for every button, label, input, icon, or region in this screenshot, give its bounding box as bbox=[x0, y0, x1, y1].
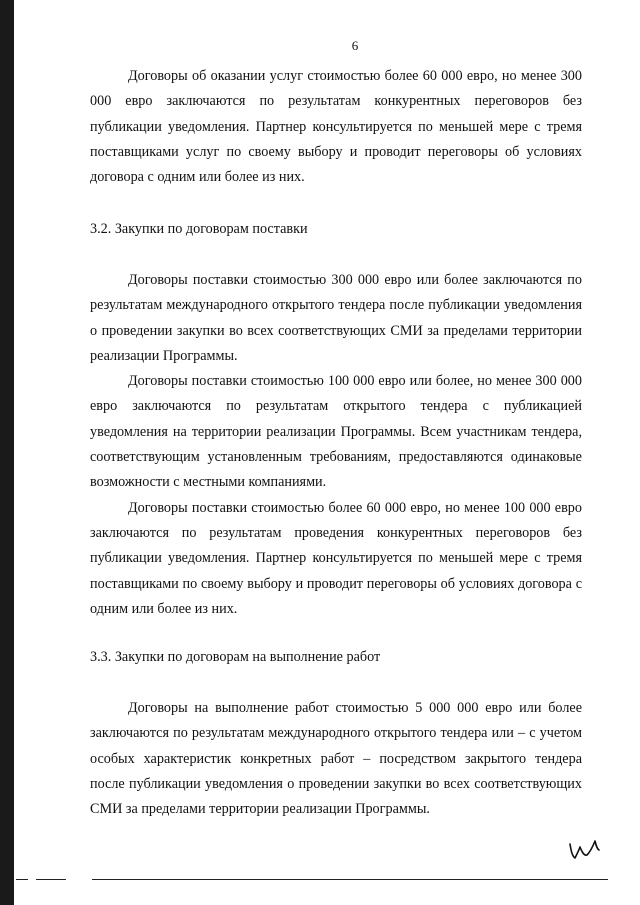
section-3-2-body bbox=[90, 268, 582, 622]
handwritten-initials bbox=[566, 836, 602, 864]
section-3-2-paragraph-2: Договоры поставки стоимостью 100 000 евро или более, но менее 300 000 евро заключаются по результатам открытого тендера с публикацией уведомления на территории реализации Программы. Всем участникам тендера, соответствующим установленным требованиям, предоставляются одинаковые возможности с местными компаниями. bbox=[90, 373, 582, 491]
scan-edge bbox=[0, 0, 14, 905]
footer-rule-short bbox=[36, 879, 66, 880]
section-3-3-paragraph-1: Договоры на выполнение работ стоимостью 5 000 000 евро или более заключаются по результатам международного открытого тендера или – с учетом особых характеристик конкретных работ – посредством закрытого тендера после публикации уведомления о проведении закупки во всех соответствующих СМИ за пределами территории реализации Программы. bbox=[90, 700, 582, 818]
footer-rule-stub bbox=[16, 879, 28, 880]
intro-paragraph-block bbox=[90, 64, 582, 190]
page-number: 6 bbox=[351, 38, 359, 53]
footer-rule-long bbox=[92, 879, 608, 880]
section-3-3-heading: 3.3. Закупки по договорам на выполнение работ bbox=[90, 649, 381, 665]
section-3-3-body bbox=[90, 696, 582, 822]
intro-paragraph: Договоры об оказании услуг стоимостью более 60 000 евро, но менее 300 000 евро заключаются по результатам конкурентных переговоров без публикации уведомления. Партнер консультируется по меньшей мере с тремя поставщиками услуг по своему выбору и проводит переговоры об условиях договора с одним или более из них. bbox=[90, 68, 582, 186]
section-3-2-heading: 3.2. Закупки по договорам поставки bbox=[90, 221, 308, 237]
section-3-2-paragraph-1: Договоры поставки стоимостью 300 000 евро или более заключаются по результатам международного открытого тендера после публикации уведомления о проведении закупки во всех соответствующих СМИ за пределами территории реализации Программы. bbox=[90, 272, 582, 364]
section-3-2-paragraph-3: Договоры поставки стоимостью более 60 000 евро, но менее 100 000 евро заключаются по результатам проведения конкурентных переговоров без публикации уведомления. Партнер консультируется по меньшей мере с тремя поставщиками по своему выбору и проводит переговоры об условиях договора с одним или более из них. bbox=[90, 499, 582, 617]
